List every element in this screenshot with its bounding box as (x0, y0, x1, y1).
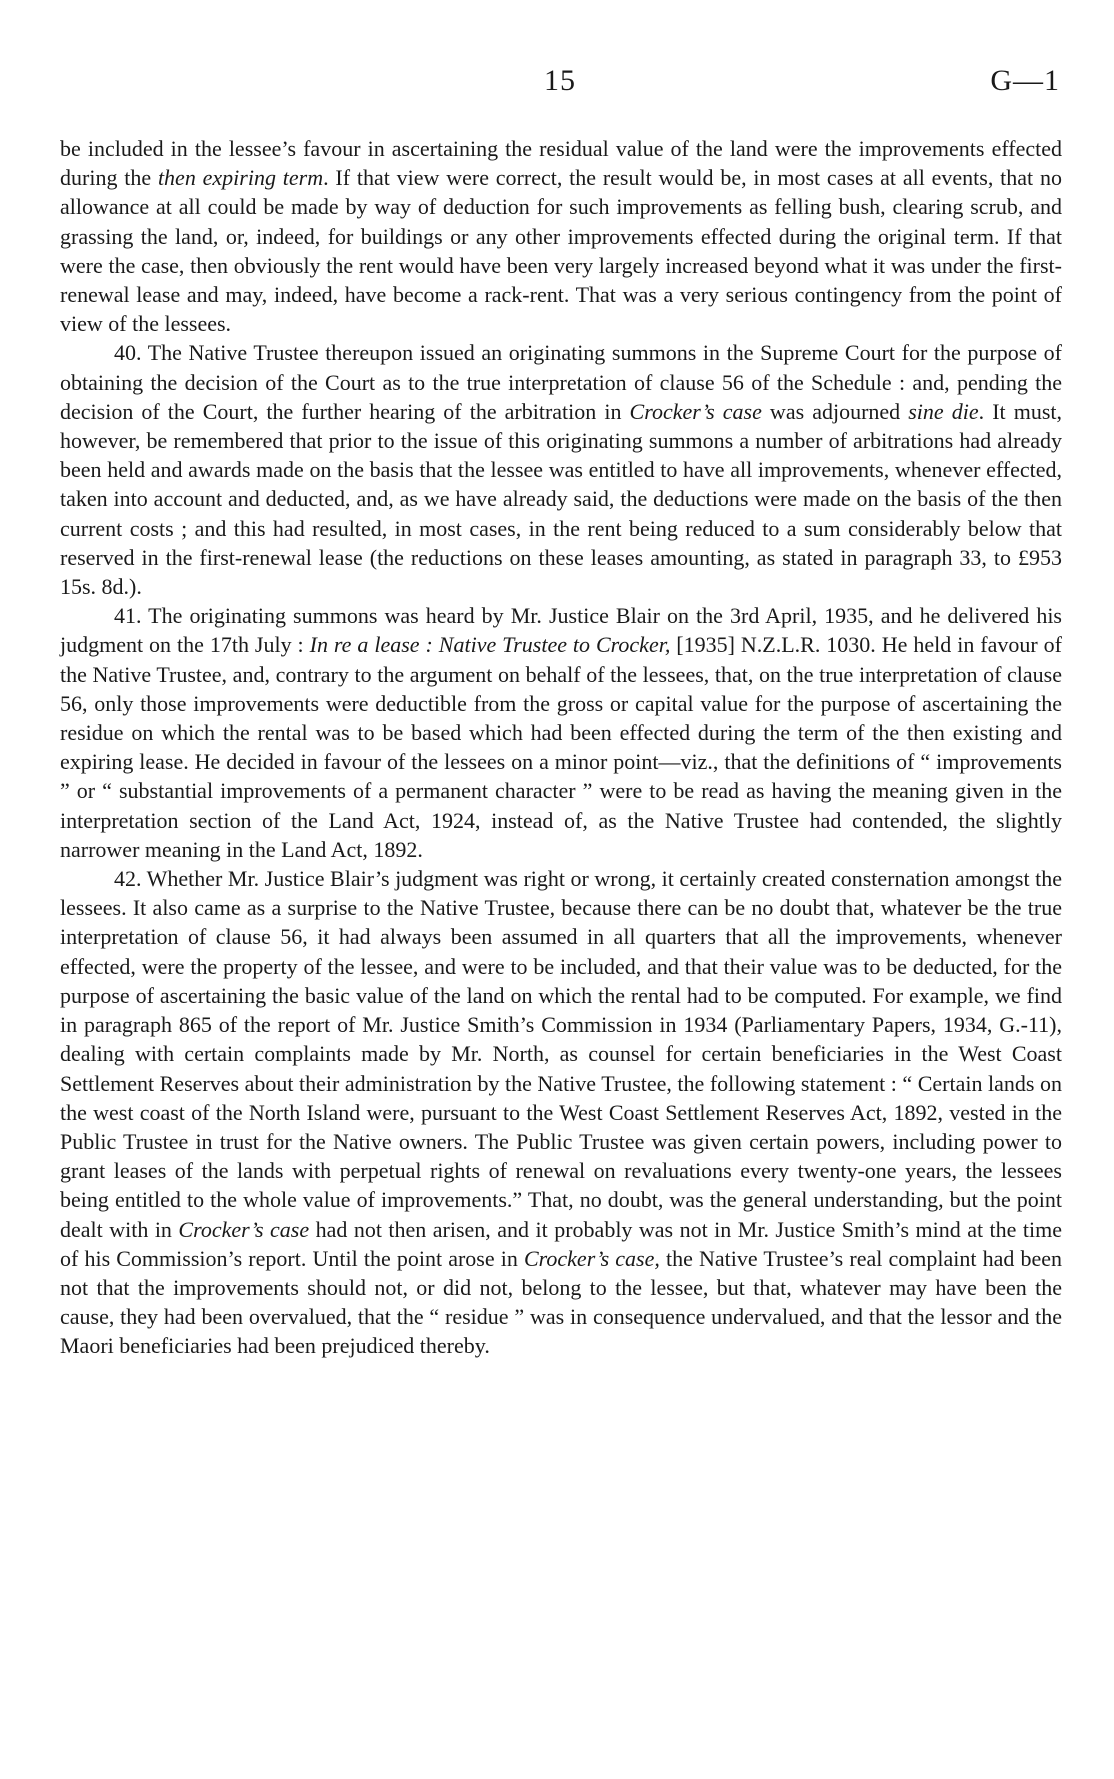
text-run: the Native Trustee’s real complaint had been not that the improvements should not, or did not, belong to the lessee, but that, whatever may have been the cause, they had been overvalued, that the “ residue ” was in consequence undervalued, and that the lessor and the Maori beneficiaries had been prejudiced thereby. (60, 1245, 1063, 1359)
paragraph-continuation (60, 134, 1062, 338)
text-run: was adjourned (761, 398, 909, 424)
text-run: had not then arisen, and it probably was not in Mr. Justice Smith’s mind at the time of his Commission’s report. Until the point arose in (60, 1216, 1062, 1271)
paragraph-40 (60, 338, 1062, 601)
body-text (60, 134, 1062, 1361)
text-run: 40. The Native Trustee thereupon issued an originating summons in the Supreme Court for the purpose of obtaining the decision of the Court as to the true interpretation of clause 56 of the Schedule : and, pending the decision of the Court, the further hearing of the arbitration in (60, 340, 1062, 424)
text-run: 42. Whether Mr. Justice Blair’s judgment was right or wrong, it certainly created consternation amongst the lessees. It also came as a surprise to the Native Trustee, because there can be no doubt that, whatever be the true interpretation of clause 56, it had always been assumed in all quarters that all the improvements, whenever effected, were the property of the lessee, and were to be included, and that their value was to be deducted, for the purpose of ascertaining the basic value of the land on which the rental had to be computed. For example, we find in paragraph 865 of the report of Mr. Justice Smith’s Commission in 1934 (Parliamentary Papers, 1934, G.-11), dealing with certain complaints made by Mr. North, as counsel for certain beneficiaries in the West Coast Settlement Reserves about their administration by the Native Trustee, the following statement : “ Certain lands on the west coast of the North Island were, pursuant to the West Coast Settlement Reserves Act, 1892, vested in the Public Trustee in trust for the Native owners. The Public Trustee was given certain powers, including power to grant leases of the lands with perpetual rights of renewal on revaluations every twenty-one years, the lessees being entitled to the whole value of improvements.” That, no doubt, was the general understanding, but the point dealt with in (60, 866, 1062, 1242)
italic-text-run: sine die (908, 398, 979, 424)
page-number: 15 (544, 64, 576, 97)
paragraph-42 (60, 864, 1062, 1360)
italic-text-run: Crocker’s case (629, 398, 762, 424)
text-run: 41. The originating summons was heard by Mr. Justice Blair on the 3rd April, 1935, and he delivered his judgment on the 17th July : (60, 603, 1062, 658)
text-run: . If that view were correct, the result would be, in most cases at all events, that no allowance at all could be made by way of deduction for such improvements as felling bush, clearing scrub, and grassing the land, or, indeed, for buildings or any other improvements effected during the original term. If that were the case, then obviously the rent would have been very largely increased beyond what it was under the first-renewal lease and may, indeed, have become a rack-rent. That was a very serious contingency from the point of view of the lessees. (60, 165, 1062, 337)
text-run: . It must, however, be remembered that prior to the issue of this originating summons a number of arbitrations had already been held and awards made on the basis that the lessee was entitled to have all improvements, whenever effected, taken into account and deducted, and, as we have already said, the deductions were made on the basis of the then current costs ; and this had resulted, in most cases, in the rent being reduced to a sum considerably below that reserved in the first-renewal lease (the reductions on these leases amounting, as stated in paragraph 33, to £953 15s. 8d.). (60, 398, 1063, 600)
italic-text-run: Crocker’s case (178, 1216, 310, 1242)
italic-text-run: In re a lease : Native Trustee to Crocker, (309, 632, 671, 658)
italic-text-run: then expiring term (157, 165, 324, 191)
document-reference: G—1 (990, 64, 1060, 97)
paragraph-41 (60, 601, 1062, 864)
text-run: [1935] N.Z.L.R. 1030. He held in favour of the Native Trustee, and, contrary to the argument on behalf of the lessees, that, on the true interpretation of clause 56, only those improvements were deductible from the gross or capital value for the purpose of ascertaining the residue on which the rental was to be based which had been effected during the term of the then existing and expiring lease. He decided in favour of the lessees on a minor point—viz., that the definitions of “ improvements ” or “ substantial improvements of a permanent character ” were to be read as having the meaning given in the interpretation section of the Land Act, 1924, instead of, as the Native Trustee had contended, the slightly narrower meaning in the Land Act, 1892. (60, 632, 1062, 862)
italic-text-run: Crocker’s case, (523, 1245, 660, 1271)
text-run: be included in the lessee’s favour in ascertaining the residual value of the land were the improvements effected during the (60, 136, 1062, 191)
page-header (60, 64, 1060, 104)
